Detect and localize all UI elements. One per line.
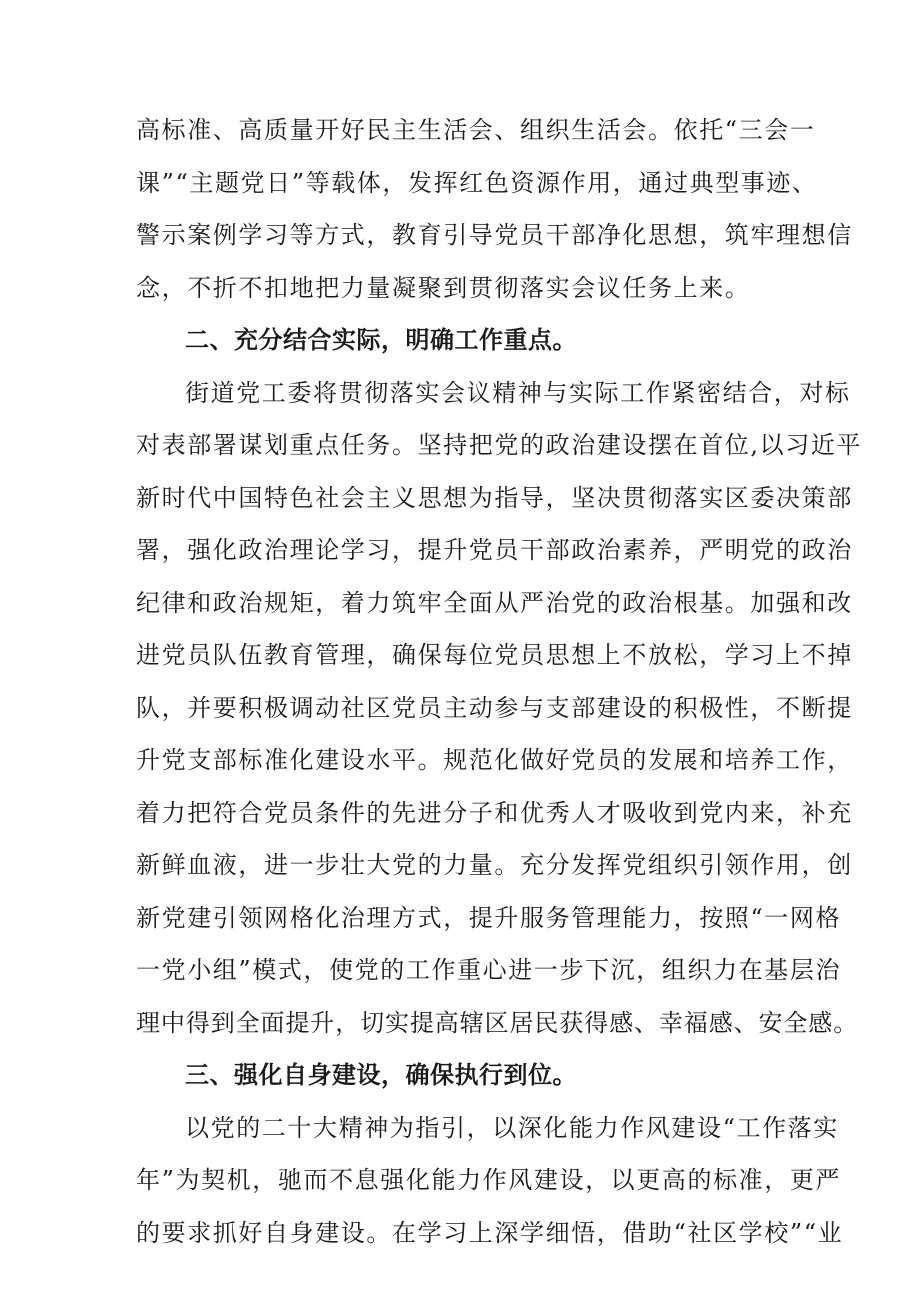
paragraph-2-line-2: 对表部署谋划重点任务。坚持把党的政治建设摆在首位,以习近平 bbox=[136, 431, 863, 459]
paragraph-3-line-1: 以党的二十大精神为指引，以深化能力作风建设“工作落实 bbox=[185, 1114, 839, 1142]
paragraph-2-line-6: 进党员队伍教育管理，确保每位党员思想上不放松，学习上不掉 bbox=[136, 641, 853, 669]
paragraph-1-line-3: 警示案例学习等方式，教育引导党员干部净化思想，筑牢理想信 bbox=[136, 221, 853, 249]
paragraph-2-line-10: 新鲜血液，进一步壮大党的力量。充分发挥党组织引领作用，创 bbox=[136, 851, 853, 879]
paragraph-1-line-4: 念，不折不扣地把力量凝聚到贯彻落实会议任务上来。 bbox=[136, 274, 751, 302]
paragraph-2-line-11: 新党建引领网格化治理方式，提升服务管理能力，按照“一网格 bbox=[136, 904, 842, 932]
paragraph-2-line-4: 署，强化政治理论学习，提升党员干部政治素养，严明党的政治 bbox=[136, 536, 853, 564]
paragraph-2-line-12: 一党小组”模式，使党的工作重心进一步下沉，组织力在基层治 bbox=[136, 956, 842, 984]
paragraph-2-line-5: 纪律和政治规矩，着力筑牢全面从严治党的政治根基。加强和改 bbox=[136, 589, 853, 617]
section-heading-3: 三、强化自身建设，确保执行到位。 bbox=[185, 1061, 577, 1089]
paragraph-2-line-9: 着力把符合党员条件的先进分子和优秀人才吸收到党内来，补充 bbox=[136, 799, 853, 827]
paragraph-3-line-2: 年”为契机，驰而不息强化能力作风建设，以更高的标准，更严 bbox=[136, 1166, 842, 1194]
paragraph-1-line-1: 高标准、高质量开好民主生活会、组织生活会。依托“三会一 bbox=[136, 116, 816, 144]
section-heading-2: 二、充分结合实际，明确工作重点。 bbox=[185, 326, 577, 354]
paragraph-2-line-13: 理中得到全面提升，切实提高辖区居民获得感、幸福感、安全感。 bbox=[136, 1009, 859, 1037]
paragraph-2-line-1: 街道党工委将贯彻落实会议精神与实际工作紧密结合，对标 bbox=[185, 379, 851, 407]
paragraph-3-line-3: 的要求抓好自身建设。在学习上深学细悟，借助“社区学校”“业 bbox=[136, 1219, 844, 1247]
paragraph-2-line-8: 升党支部标准化建设水平。规范化做好党员的发展和培养工作， bbox=[136, 746, 853, 774]
paragraph-2-line-7: 队，并要积极调动社区党员主动参与支部建设的积极性，不断提 bbox=[136, 694, 853, 722]
paragraph-1-line-2: 课”“主题党日”等载体，发挥红色资源作用，通过典型事迹、 bbox=[136, 169, 818, 197]
paragraph-2-line-3: 新时代中国特色社会主义思想为指导，坚决贯彻落实区委决策部 bbox=[136, 484, 853, 512]
